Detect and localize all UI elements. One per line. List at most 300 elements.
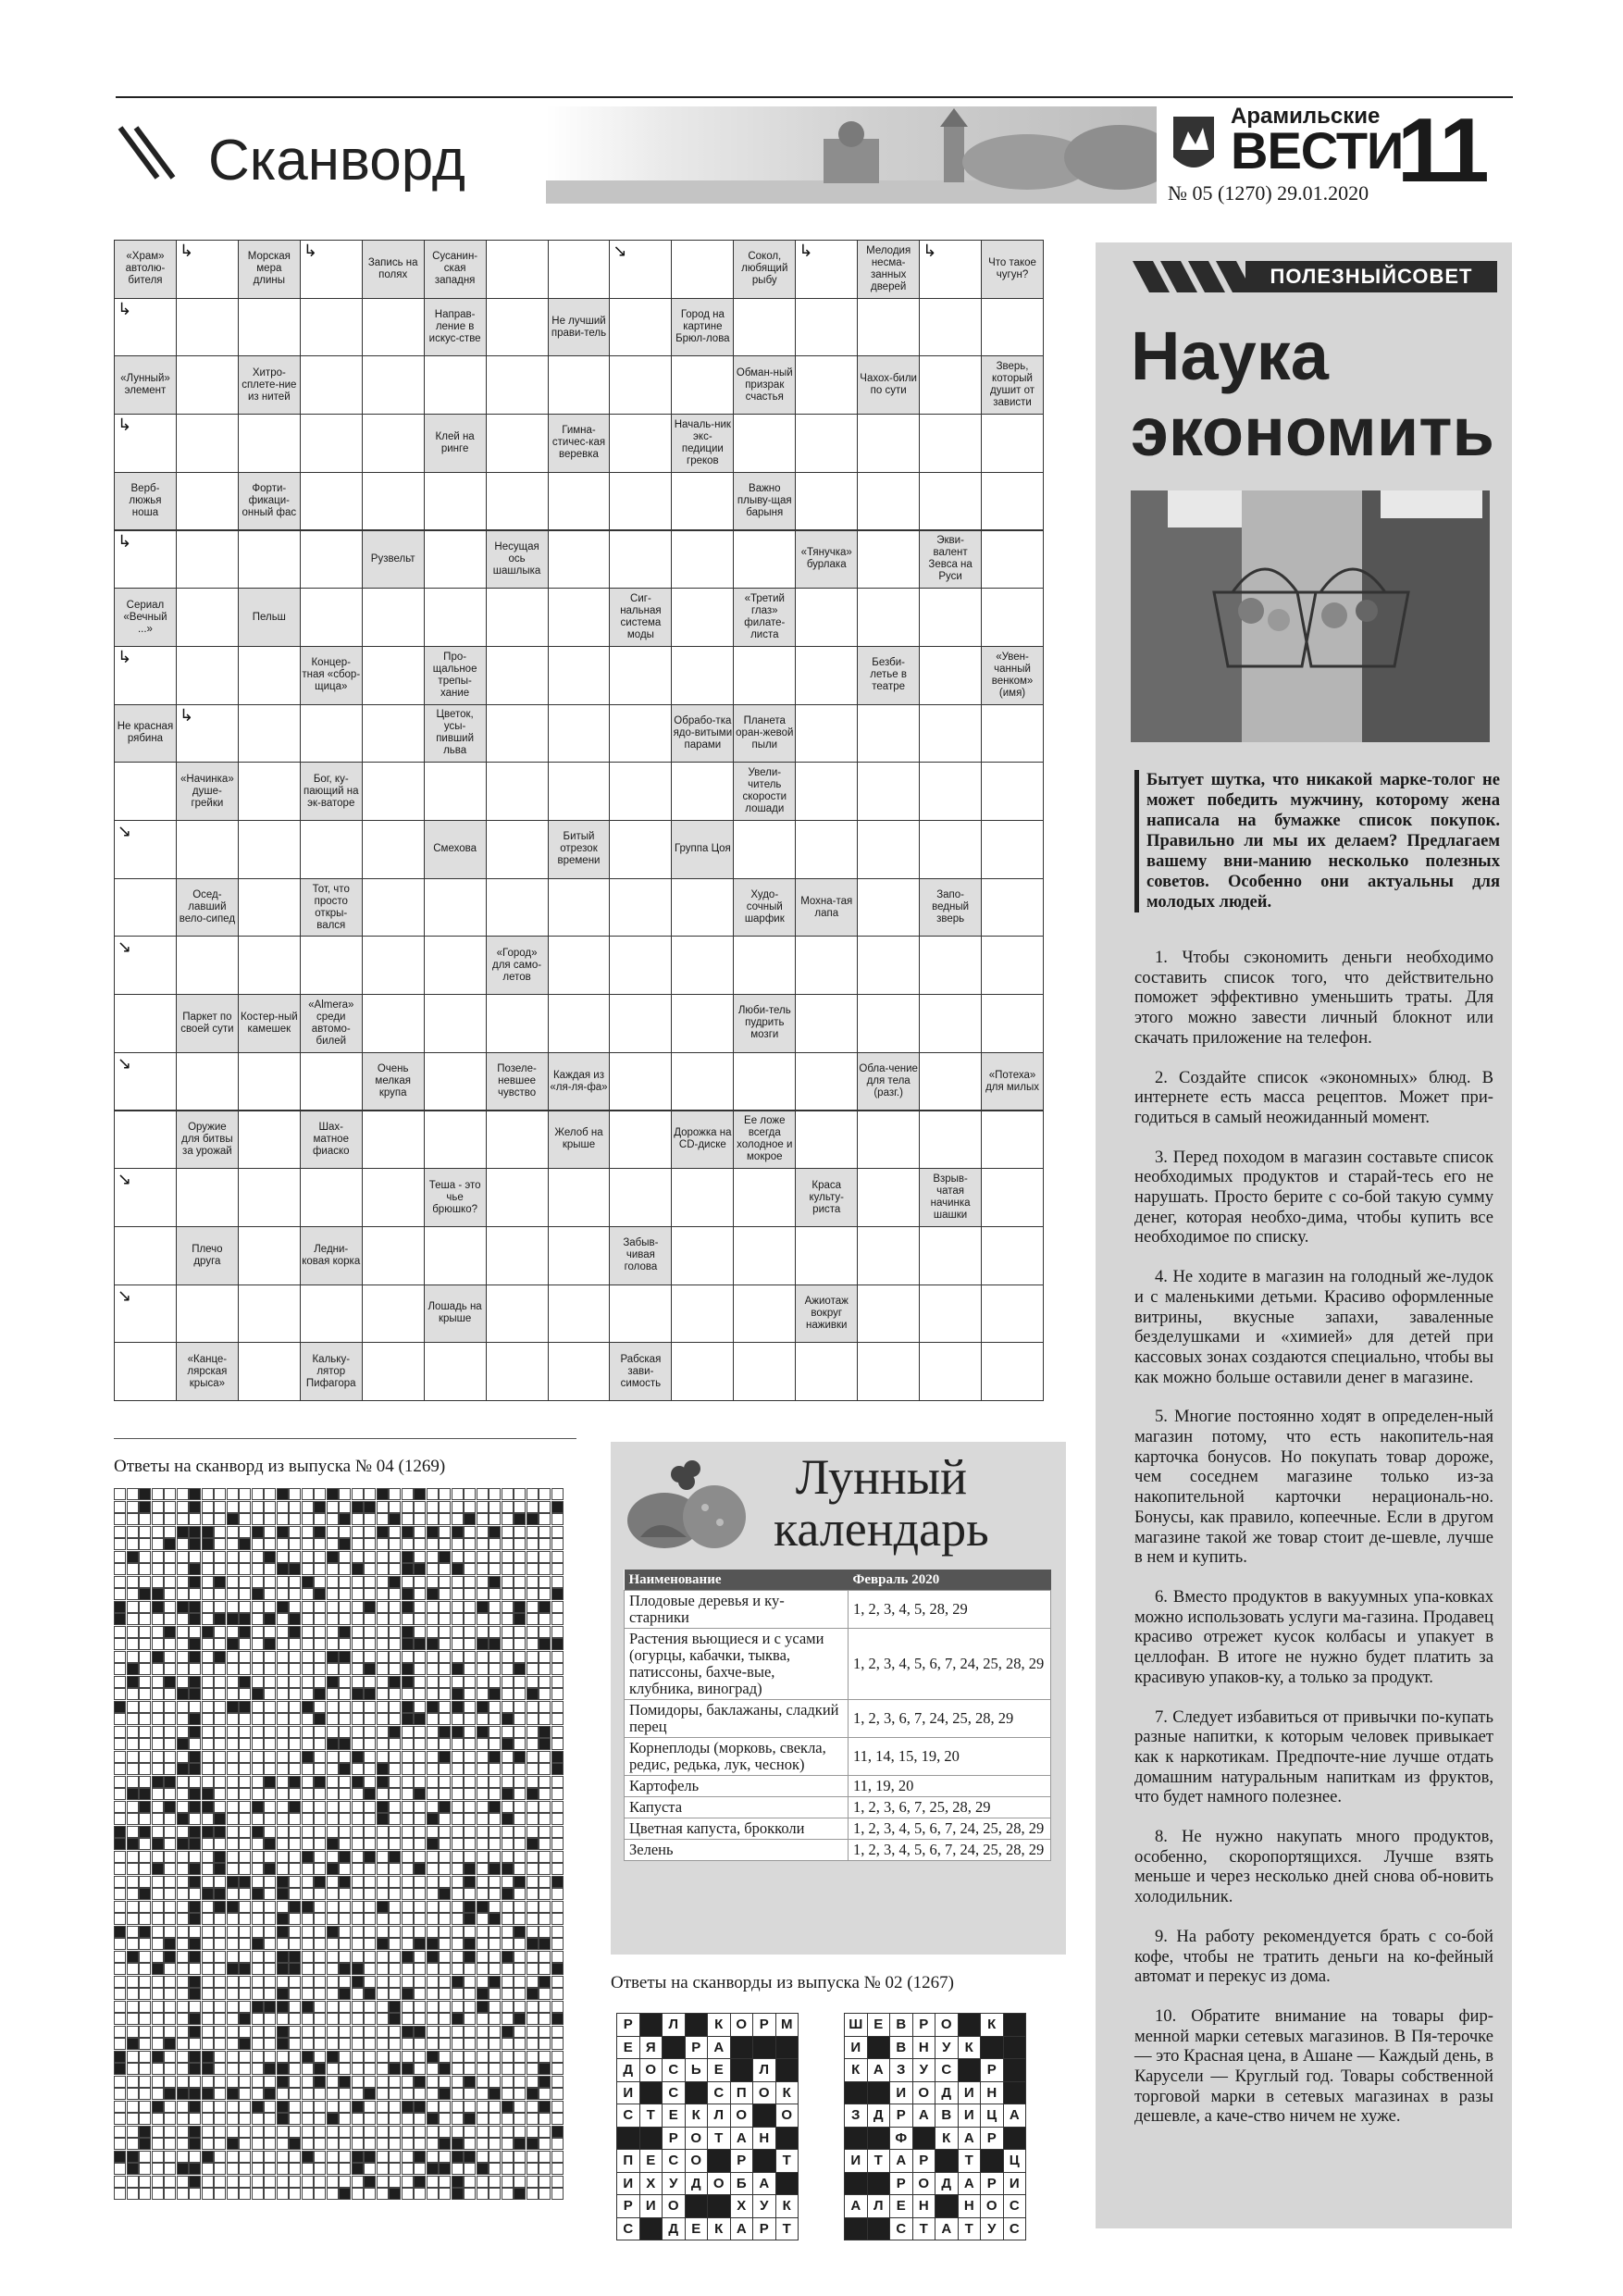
- crossword-answer-cell[interactable]: [857, 994, 920, 1053]
- crossword-answer-cell[interactable]: [362, 1111, 425, 1170]
- crossword-answer-cell[interactable]: [424, 1111, 487, 1170]
- crossword-answer-cell[interactable]: [486, 355, 549, 415]
- answer-cell: [239, 2176, 251, 2188]
- crossword-answer-cell[interactable]: [362, 1226, 425, 1285]
- answer-cell: [339, 2101, 351, 2113]
- crossword-answer-cell[interactable]: [114, 878, 177, 937]
- crossword-answer-cell[interactable]: [857, 588, 920, 647]
- crossword-answer-cell[interactable]: [548, 588, 611, 647]
- answer-cell: [352, 1938, 364, 1950]
- crossword-clue: [486, 1052, 549, 1111]
- crossword-answer-cell[interactable]: [486, 994, 549, 1053]
- crossword-answer-cell[interactable]: [609, 1285, 672, 1344]
- crossword-answer-cell[interactable]: [362, 1342, 425, 1401]
- crossword-answer-cell[interactable]: [609, 646, 672, 705]
- answer-cell: [377, 1563, 389, 1575]
- crossword-answer-cell[interactable]: [981, 298, 1044, 357]
- crossword-answer-cell[interactable]: [238, 704, 301, 763]
- crossword-answer-cell[interactable]: [919, 414, 982, 473]
- lunar-crop: Цветная капуста, брокколи: [625, 1818, 849, 1840]
- crossword-answer-cell[interactable]: [548, 1168, 611, 1227]
- answers-02-letter: Р: [730, 2150, 753, 2173]
- crossword-answer-cell[interactable]: [733, 820, 796, 879]
- crossword-answer-cell[interactable]: [548, 878, 611, 937]
- crossword-answer-cell[interactable]: [981, 1226, 1044, 1285]
- crossword-answer-cell[interactable]: [486, 762, 549, 821]
- answer-cell: [464, 2188, 476, 2200]
- crossword-answer-cell[interactable]: [300, 1285, 363, 1344]
- crossword-answer-cell[interactable]: [981, 936, 1044, 995]
- crossword-answer-cell[interactable]: [609, 820, 672, 879]
- crossword-answer-cell[interactable]: [548, 355, 611, 415]
- crossword-answer-cell[interactable]: [609, 762, 672, 821]
- crossword-answer-cell[interactable]: [671, 994, 734, 1053]
- crossword-answer-cell[interactable]: [176, 1168, 239, 1227]
- answer-cell: [364, 1626, 376, 1638]
- crossword-answer-cell[interactable]: [671, 1052, 734, 1111]
- crossword-answer-cell[interactable]: [857, 414, 920, 473]
- answer-cell: [427, 2176, 439, 2188]
- answer-cell: [264, 2063, 276, 2075]
- crossword-answer-cell[interactable]: [671, 1342, 734, 1401]
- answer-cell: [114, 2176, 126, 2188]
- crossword-answer-cell[interactable]: [238, 1052, 301, 1111]
- crossword-answer-cell[interactable]: [795, 646, 858, 705]
- crossword-answer-cell[interactable]: [919, 1285, 982, 1344]
- answer-cell: [252, 2151, 264, 2163]
- crossword-answer-cell[interactable]: [424, 936, 487, 995]
- crossword-answer-cell[interactable]: [795, 472, 858, 531]
- crossword-answer-cell[interactable]: [795, 414, 858, 473]
- answer-cell: [439, 1763, 451, 1775]
- crossword-answer-cell[interactable]: [671, 646, 734, 705]
- crossword-answer-cell[interactable]: [609, 1111, 672, 1170]
- crossword-answer-cell[interactable]: [919, 1052, 982, 1111]
- crossword-answer-cell[interactable]: [919, 1226, 982, 1285]
- crossword-answer-cell[interactable]: [733, 1285, 796, 1344]
- crossword-answer-cell[interactable]: [548, 646, 611, 705]
- crossword-answer-cell[interactable]: [362, 414, 425, 473]
- answer-cell: [414, 1688, 426, 1700]
- answer-cell: [277, 1888, 289, 1900]
- crossword-answer-cell[interactable]: [486, 472, 549, 531]
- crossword-answer-cell[interactable]: [857, 1342, 920, 1401]
- crossword-answer-cell[interactable]: [609, 878, 672, 937]
- answers-02-letter: Л: [663, 2014, 686, 2037]
- crossword-answer-cell[interactable]: [486, 1226, 549, 1285]
- crossword-answer-cell[interactable]: [300, 704, 363, 763]
- crossword-answer-cell[interactable]: [733, 646, 796, 705]
- crossword-answer-cell[interactable]: [362, 704, 425, 763]
- crossword-answer-cell[interactable]: [362, 646, 425, 705]
- crossword-answer-cell[interactable]: [176, 530, 239, 590]
- answer-cell: [139, 1926, 151, 1938]
- crossword-answer-cell[interactable]: [919, 820, 982, 879]
- answers-02-letter: О: [753, 2081, 776, 2104]
- answer-cell: [339, 1726, 351, 1738]
- answer-cell: [127, 1588, 139, 1600]
- crossword-answer-cell[interactable]: [300, 298, 363, 357]
- crossword-answer-cell[interactable]: [857, 704, 920, 763]
- crossword-answer-cell[interactable]: [238, 1285, 301, 1344]
- crossword-answer-cell[interactable]: [486, 298, 549, 357]
- crossword-answer-cell[interactable]: [609, 936, 672, 995]
- answer-cell: [264, 1851, 276, 1863]
- crossword-answer-cell[interactable]: [176, 588, 239, 647]
- crossword-answer-cell[interactable]: [857, 878, 920, 937]
- crossword-answer-cell[interactable]: [919, 1111, 982, 1170]
- crossword-answer-cell[interactable]: [486, 820, 549, 879]
- crossword-answer-cell[interactable]: [176, 472, 239, 531]
- clue-text: Верб-люжья ноша: [129, 483, 162, 519]
- crossword-answer-cell[interactable]: [362, 355, 425, 415]
- crossword-answer-cell[interactable]: [362, 820, 425, 879]
- answer-cell: [227, 1601, 239, 1613]
- crossword-answer-cell[interactable]: [733, 1342, 796, 1401]
- crossword-answer-cell[interactable]: [671, 878, 734, 937]
- answer-cell: [502, 1551, 514, 1563]
- crossword-answer-cell[interactable]: [548, 704, 611, 763]
- crossword-answer-cell[interactable]: [486, 878, 549, 937]
- crossword-answer-cell[interactable]: [362, 878, 425, 937]
- crossword-answer-cell[interactable]: [919, 1342, 982, 1401]
- crossword-answer-cell[interactable]: [238, 646, 301, 705]
- answer-cell: [239, 1613, 251, 1625]
- answer-cell: [352, 2126, 364, 2138]
- crossword-answer-cell[interactable]: [486, 414, 549, 473]
- crossword-answer-cell[interactable]: [733, 936, 796, 995]
- crossword-answer-cell[interactable]: [176, 936, 239, 995]
- answer-cell: [339, 1513, 351, 1525]
- crossword-answer-cell[interactable]: [486, 1285, 549, 1344]
- crossword-answer-cell[interactable]: [981, 820, 1044, 879]
- crossword-answer-cell[interactable]: [114, 1226, 177, 1285]
- crossword-answer-cell[interactable]: [424, 530, 487, 590]
- crossword-answer-cell[interactable]: [857, 530, 920, 590]
- answer-cell: [339, 1838, 351, 1850]
- answer-cell: [339, 2001, 351, 2013]
- crossword-answer-cell[interactable]: [238, 1111, 301, 1170]
- crossword-answer-cell[interactable]: [300, 414, 363, 473]
- crossword-answer-cell[interactable]: [114, 1111, 177, 1170]
- tip-paragraph: 1. Чтобы сэкономить деньги необходимо составить список того, что действительно поможет эффективно уменьшить траты. Для этого можно завести личный блокнот или скачать приложение на телефон.: [1134, 948, 1493, 1048]
- crossword-answer-cell[interactable]: [919, 472, 982, 531]
- crossword-answer-cell[interactable]: [362, 762, 425, 821]
- answer-cell: [189, 1926, 201, 1938]
- crossword-answer-cell[interactable]: [981, 994, 1044, 1053]
- crossword-clue: [362, 1052, 425, 1111]
- answer-cell: [139, 2126, 151, 2138]
- answer-cell: [314, 1513, 326, 1525]
- answer-cell: [277, 1563, 289, 1575]
- crossword-answer-cell[interactable]: [486, 240, 549, 299]
- crossword-answer-cell[interactable]: [857, 820, 920, 879]
- answer-cell: [414, 1826, 426, 1838]
- answer-cell: [389, 1826, 401, 1838]
- answers-02-letter: И: [958, 2104, 981, 2128]
- crossword-answer-cell[interactable]: [300, 355, 363, 415]
- crossword-answer-cell[interactable]: [114, 994, 177, 1053]
- crossword-answer-cell[interactable]: [486, 1111, 549, 1170]
- crossword-answer-cell[interactable]: [795, 355, 858, 415]
- crossword-answer-cell[interactable]: [733, 1226, 796, 1285]
- clue-text: Оружие для битвы за урожай: [181, 1121, 233, 1157]
- crossword-answer-cell[interactable]: [300, 1052, 363, 1111]
- crossword-answer-cell[interactable]: [857, 1111, 920, 1170]
- crossword-answer-cell[interactable]: [857, 1226, 920, 1285]
- crossword-answer-cell[interactable]: [981, 704, 1044, 763]
- crossword-answer-cell[interactable]: [176, 414, 239, 473]
- answers-02-letter: А: [845, 2195, 868, 2218]
- crossword-answer-cell[interactable]: [795, 994, 858, 1053]
- crossword-answer-cell[interactable]: [300, 472, 363, 531]
- crossword-answer-cell[interactable]: [486, 646, 549, 705]
- crossword-answer-cell[interactable]: [671, 762, 734, 821]
- crossword-answer-cell[interactable]: [176, 298, 239, 357]
- answer-cell: [502, 2126, 514, 2138]
- crossword-answer-cell[interactable]: [919, 588, 982, 647]
- crossword-answer-cell[interactable]: [795, 1052, 858, 1111]
- crossword-answer-cell[interactable]: [486, 704, 549, 763]
- answer-cell: [452, 2176, 464, 2188]
- crossword-answer-cell[interactable]: [548, 994, 611, 1053]
- crossword-answer-cell[interactable]: [548, 1226, 611, 1285]
- answer-cell: [389, 1688, 401, 1700]
- crossword-answer-cell[interactable]: [981, 530, 1044, 590]
- answer-cell: [539, 1576, 551, 1588]
- answer-cell: [302, 1501, 314, 1513]
- crossword-answer-cell[interactable]: [671, 1168, 734, 1227]
- answer-cell: [264, 1551, 276, 1563]
- crossword-answer-cell[interactable]: [362, 1168, 425, 1227]
- answer-cell: [464, 2113, 476, 2125]
- crossword-answer-cell[interactable]: [981, 588, 1044, 647]
- crossword-clue: [300, 878, 363, 937]
- crossword-answer-cell[interactable]: [238, 936, 301, 995]
- answer-cell: [551, 2176, 564, 2188]
- crossword-answer-cell[interactable]: [548, 240, 611, 299]
- answer-cell: [202, 2176, 214, 2188]
- crossword-answer-cell[interactable]: [795, 588, 858, 647]
- crossword-answer-cell[interactable]: [795, 704, 858, 763]
- answer-cell: [202, 1563, 214, 1575]
- crossword-answer-cell[interactable]: [795, 298, 858, 357]
- answer-cell: [114, 2088, 126, 2100]
- crossword-answer-cell[interactable]: [733, 1168, 796, 1227]
- crossword-answer-cell[interactable]: [424, 994, 487, 1053]
- crossword-answer-cell[interactable]: [609, 355, 672, 415]
- crossword-answer-cell[interactable]: [548, 530, 611, 590]
- crossword-answer-cell[interactable]: [795, 1342, 858, 1401]
- crossword-answer-cell[interactable]: [981, 1285, 1044, 1344]
- crossword-answer-cell[interactable]: [362, 936, 425, 995]
- crossword-answer-cell[interactable]: [981, 762, 1044, 821]
- crossword-answer-cell[interactable]: [671, 530, 734, 590]
- answers-02-row: [617, 2195, 799, 2218]
- crossword-answer-cell[interactable]: [238, 762, 301, 821]
- crossword-answer-cell[interactable]: [609, 530, 672, 590]
- answer-cell: [327, 1826, 339, 1838]
- answer-cell: [264, 1976, 276, 1988]
- crossword-clue: [176, 1111, 239, 1170]
- crossword-answer-cell[interactable]: [857, 1285, 920, 1344]
- crossword-answer-cell[interactable]: [795, 762, 858, 821]
- answer-cell: [439, 2001, 451, 2013]
- crossword-answer-cell[interactable]: [981, 414, 1044, 473]
- crossword-answer-cell[interactable]: [362, 588, 425, 647]
- crossword-answer-cell[interactable]: [795, 936, 858, 995]
- crossword-answer-cell[interactable]: [238, 1226, 301, 1285]
- crossword-answer-cell[interactable]: [671, 240, 734, 299]
- crossword-answer-cell[interactable]: [857, 1168, 920, 1227]
- crossword-answer-cell[interactable]: [176, 820, 239, 879]
- crossword-answer-cell[interactable]: [238, 1168, 301, 1227]
- crossword-answer-cell[interactable]: [857, 762, 920, 821]
- crossword-answer-cell[interactable]: [733, 414, 796, 473]
- crossword-answer-cell[interactable]: [919, 994, 982, 1053]
- crossword-answer-cell[interactable]: [671, 1226, 734, 1285]
- answer-cell: [551, 1588, 564, 1600]
- answer-cell: [339, 1901, 351, 1913]
- answer-cell: [464, 1938, 476, 1950]
- answer-cell: [227, 1876, 239, 1888]
- crossword-answer-cell[interactable]: [300, 820, 363, 879]
- crossword-answer-cell[interactable]: [362, 994, 425, 1053]
- crossword-answer-cell[interactable]: [733, 298, 796, 357]
- answer-cell: [539, 2001, 551, 2013]
- crossword-clue: [424, 240, 487, 299]
- answer-cell: [139, 1701, 151, 1713]
- crossword-answer-cell[interactable]: [486, 1168, 549, 1227]
- crossword-answer-cell[interactable]: [176, 1052, 239, 1111]
- answer-cell: [152, 1738, 164, 1750]
- crossword-answer-cell[interactable]: [919, 298, 982, 357]
- crossword-answer-cell[interactable]: [548, 762, 611, 821]
- crossword-answer-cell[interactable]: [609, 1052, 672, 1111]
- crossword-answer-cell[interactable]: [300, 588, 363, 647]
- crossword-answer-cell[interactable]: [671, 472, 734, 531]
- crossword-answer-cell[interactable]: [671, 1285, 734, 1344]
- crossword-answer-cell[interactable]: [300, 936, 363, 995]
- lunar-col-name: Наименование: [625, 1570, 849, 1591]
- answer-cell: [152, 1851, 164, 1863]
- crossword-answer-cell[interactable]: [671, 588, 734, 647]
- crossword-answer-cell[interactable]: [981, 472, 1044, 531]
- answer-cell: [314, 2013, 326, 2025]
- crossword-answer-cell[interactable]: [424, 762, 487, 821]
- crossword-answer-cell[interactable]: [424, 355, 487, 415]
- answer-cell: [314, 1951, 326, 1963]
- answer-cell: [177, 1613, 189, 1625]
- clue-text: Форти-фикаци-онный фас: [242, 483, 297, 519]
- crossword-answer-cell[interactable]: [176, 646, 239, 705]
- crossword-answer-cell[interactable]: [424, 1052, 487, 1111]
- crossword-answer-cell[interactable]: [609, 1168, 672, 1227]
- answer-cell: [139, 1913, 151, 1925]
- crossword-answer-cell[interactable]: [671, 936, 734, 995]
- crossword-answer-cell[interactable]: [919, 762, 982, 821]
- crossword-answer-cell[interactable]: [609, 994, 672, 1053]
- answer-cell: [477, 1551, 489, 1563]
- answer-cell: [277, 1651, 289, 1663]
- crossword-answer-cell[interactable]: [857, 936, 920, 995]
- crossword-answer-cell[interactable]: [609, 704, 672, 763]
- crossword-answer-cell[interactable]: [919, 704, 982, 763]
- crossword-answer-cell[interactable]: [362, 298, 425, 357]
- answer-cell: [139, 1801, 151, 1813]
- crossword-answer-cell[interactable]: [857, 298, 920, 357]
- crossword-answer-cell[interactable]: [486, 1342, 549, 1401]
- crossword-answer-cell[interactable]: [609, 472, 672, 531]
- crossword-answer-cell[interactable]: [981, 1342, 1044, 1401]
- answer-cell: [464, 1688, 476, 1700]
- answer-cell: [414, 2026, 426, 2038]
- crossword-answer-cell[interactable]: [238, 298, 301, 357]
- crossword-answer-cell[interactable]: [609, 414, 672, 473]
- crossword-answer-cell[interactable]: [424, 1342, 487, 1401]
- crossword-answer-cell[interactable]: [733, 1052, 796, 1111]
- answer-cell: [439, 1601, 451, 1613]
- answer-cell: [239, 1801, 251, 1813]
- crossword-answer-cell[interactable]: [238, 414, 301, 473]
- crossword-answer-cell[interactable]: [795, 1226, 858, 1285]
- crossword-answer-cell[interactable]: [424, 588, 487, 647]
- crossword-answer-cell[interactable]: [795, 1111, 858, 1170]
- crossword-answer-cell[interactable]: [176, 1285, 239, 1344]
- crossword-answer-cell[interactable]: [548, 1285, 611, 1344]
- crossword-answer-cell[interactable]: [238, 1342, 301, 1401]
- crossword-answer-cell[interactable]: [981, 1111, 1044, 1170]
- crossword-answer-cell[interactable]: [609, 298, 672, 357]
- crossword-answer-cell[interactable]: [300, 1168, 363, 1227]
- answer-cell: [139, 1513, 151, 1525]
- answer-cell: [402, 1526, 414, 1538]
- crossword-answer-cell[interactable]: [238, 530, 301, 590]
- crossword-answer-cell[interactable]: [981, 1168, 1044, 1227]
- crossword-answer-cell[interactable]: [362, 472, 425, 531]
- crossword-answer-cell[interactable]: [114, 762, 177, 821]
- answer-cell: [227, 1588, 239, 1600]
- crossword-answer-cell[interactable]: [176, 355, 239, 415]
- answer-cell: [289, 1788, 301, 1800]
- answer-cell: [214, 2051, 226, 2063]
- answer-cell: [489, 1713, 501, 1725]
- crossword-answer-cell[interactable]: [486, 588, 549, 647]
- crossword-answer-cell[interactable]: [548, 1342, 611, 1401]
- crossword-answer-cell[interactable]: [795, 820, 858, 879]
- crossword-answer-cell[interactable]: [424, 1226, 487, 1285]
- crossword-answer-cell[interactable]: [238, 878, 301, 937]
- answer-cell: [264, 1863, 276, 1875]
- crossword-answer-cell[interactable]: [919, 355, 982, 415]
- crossword-answer-cell[interactable]: [671, 355, 734, 415]
- crossword-answer-cell[interactable]: [548, 472, 611, 531]
- crossword-answer-cell[interactable]: [300, 530, 363, 590]
- crossword-answer-cell[interactable]: [733, 530, 796, 590]
- crossword-answer-cell[interactable]: [424, 472, 487, 531]
- crossword-answer-cell[interactable]: [919, 646, 982, 705]
- crossword-answer-cell[interactable]: [857, 472, 920, 531]
- crossword-answer-cell[interactable]: [238, 820, 301, 879]
- crossword-answer-cell[interactable]: [114, 1342, 177, 1401]
- crossword-answer-cell[interactable]: [362, 1285, 425, 1344]
- crossword-answer-cell[interactable]: [548, 936, 611, 995]
- crossword-answer-cell[interactable]: [981, 878, 1044, 937]
- crossword-answer-cell[interactable]: [919, 936, 982, 995]
- answer-cell: [277, 1938, 289, 1950]
- answer-cell: [464, 1663, 476, 1675]
- crossword-answer-cell[interactable]: [424, 878, 487, 937]
